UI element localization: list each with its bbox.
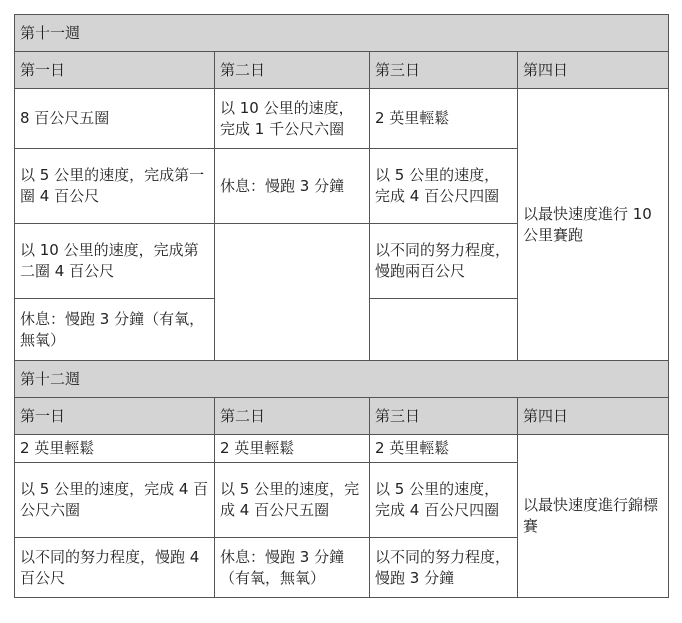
day-header: 第四日 bbox=[518, 52, 669, 89]
schedule-table bbox=[14, 14, 669, 598]
workout-cell: 以不同的努力程度，慢跑 4 百公尺 bbox=[15, 538, 215, 598]
workout-cell: 以 10 公里的速度，完成第二圈 4 百公尺 bbox=[15, 224, 215, 299]
workout-cell: 以不同的努力程度，慢跑兩百公尺 bbox=[370, 224, 518, 299]
week-title: 第十一週 bbox=[15, 15, 669, 52]
workout-cell: 休息：慢跑 3 分鐘 bbox=[215, 149, 370, 224]
day-header: 第四日 bbox=[518, 398, 669, 435]
day-header: 第二日 bbox=[215, 398, 370, 435]
day-header: 第三日 bbox=[370, 398, 518, 435]
workout-cell: 2 英里輕鬆 bbox=[15, 435, 215, 463]
empty-cell bbox=[215, 224, 370, 361]
workout-cell: 2 英里輕鬆 bbox=[370, 435, 518, 463]
empty-cell bbox=[370, 299, 518, 361]
day-header: 第一日 bbox=[15, 52, 215, 89]
workout-cell: 以 5 公里的速度，完成 4 百公尺四圈 bbox=[370, 463, 518, 538]
workout-cell: 以 5 公里的速度，完成第一圈 4 百公尺 bbox=[15, 149, 215, 224]
workout-cell: 2 英里輕鬆 bbox=[370, 89, 518, 149]
day-header: 第一日 bbox=[15, 398, 215, 435]
training-schedule bbox=[14, 14, 668, 598]
day-header: 第三日 bbox=[370, 52, 518, 89]
workout-cell: 以最快速度進行錦標賽 bbox=[518, 435, 669, 598]
workout-cell: 休息：慢跑 3 分鐘（有氧，無氧） bbox=[15, 299, 215, 361]
workout-cell: 以 10 公里的速度，完成 1 千公尺六圈 bbox=[215, 89, 370, 149]
workout-cell: 以 5 公里的速度，完成 4 百公尺六圈 bbox=[15, 463, 215, 538]
workout-cell: 8 百公尺五圈 bbox=[15, 89, 215, 149]
workout-cell: 休息：慢跑 3 分鐘（有氧，無氧） bbox=[215, 538, 370, 598]
day-header: 第二日 bbox=[215, 52, 370, 89]
workout-cell: 以 5 公里的速度，完成 4 百公尺五圈 bbox=[215, 463, 370, 538]
workout-cell: 以不同的努力程度，慢跑 3 分鐘 bbox=[370, 538, 518, 598]
week-title: 第十二週 bbox=[15, 361, 669, 398]
workout-cell: 以最快速度進行 10 公里賽跑 bbox=[518, 89, 669, 361]
workout-cell: 2 英里輕鬆 bbox=[215, 435, 370, 463]
workout-cell: 以 5 公里的速度，完成 4 百公尺四圈 bbox=[370, 149, 518, 224]
